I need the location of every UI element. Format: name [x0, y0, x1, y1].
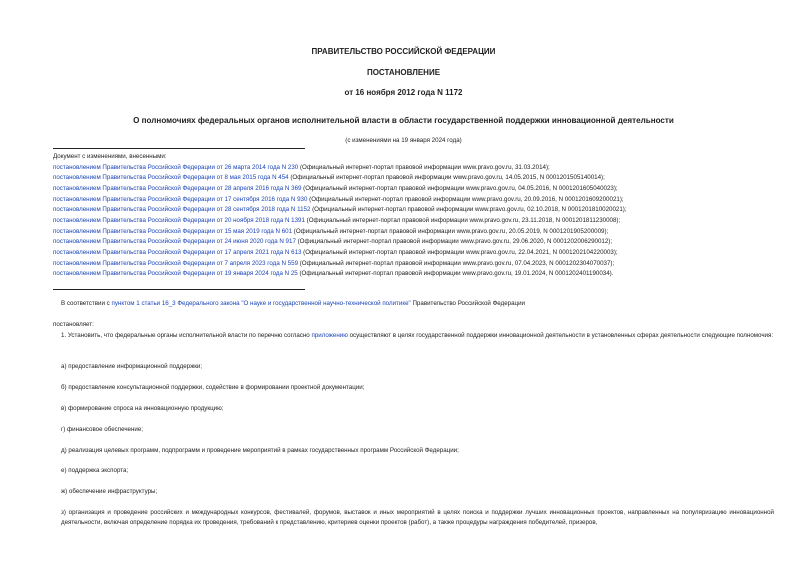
- subitem-z: з) организация и проведение российских и международных конкурсов, фестивалей, форумов, выставок и иных мероприятий в целях поиска и поддержки лучших инновационных проектов, направленных на популяризацию инновационной деятельности, включая определение порядка их проведения, требований к представлению, критериев оценки проектов (работ), а также процедуры награждения победителей, призеров,: [61, 509, 774, 526]
- amendment-source: (Официальный интернет-портал правовой информации www.pravo.gov.ru, 22.04.2021, N 0001202104220003);: [301, 248, 618, 256]
- amendment-source: (Официальный интернет-портал правовой информации www.pravo.gov.ru, 20.09.2016, N 0001201609200021);: [307, 195, 624, 203]
- amendment-link[interactable]: постановлением Правительства Российской Федерации от 8 мая 2015 года N 454: [53, 174, 289, 182]
- document-title: О полномочиях федеральных органов исполнительной власти в области государственной поддержки инновационной деятельности: [133, 116, 674, 125]
- amendment-source: (Официальный интернет-портал правовой информации www.pravo.gov.ru, 20.05.2019, N 0001201905200009);: [292, 227, 609, 235]
- amendment-link[interactable]: постановлением Правительства Российской Федерации от 24 июня 2020 года N 917: [53, 238, 296, 246]
- subitem-v: в) формирование спроса на инновационную продукцию;: [61, 405, 224, 412]
- amendment-item: [53, 163, 773, 174]
- amendment-link[interactable]: постановлением Правительства Российской Федерации от 28 апреля 2016 года N 369: [53, 184, 302, 192]
- legal-basis-text-end: Правительство Российской Федерации: [410, 300, 525, 307]
- subitem-zh: ж) обеспечение инфраструктуры;: [61, 488, 158, 495]
- changes-note: (с изменениями на 19 января 2024 года): [345, 137, 462, 144]
- subitem-a: а) предоставление информационной поддержки;: [61, 363, 203, 370]
- amendment-link[interactable]: постановлением Правительства Российской Федерации от 28 сентября 2018 года N 1152: [53, 206, 311, 214]
- document-date-number: от 16 ноября 2012 года N 1172: [344, 88, 463, 97]
- amendment-source: (Официальный интернет-портал правовой информации www.pravo.gov.ru, 29.06.2020, N 0001202006290012);: [295, 238, 613, 246]
- paragraph-1-text-end: осуществляют в целях государственной поддержки инновационной деятельности в установленных сферах деятельности следующие полномочия:: [347, 332, 774, 339]
- legal-basis-paragraph: [53, 299, 774, 309]
- amendment-source: (Официальный интернет-портал правовой информации www.pravo.gov.ru, 31.03.2014);: [298, 163, 550, 171]
- decrees-word: постановляет:: [53, 321, 94, 328]
- amendment-source: (Официальный интернет-портал правовой информации www.pravo.gov.ru, 02.10.2018, N 0001201810020021);: [310, 206, 627, 214]
- legal-basis-text: В соответствии с: [61, 300, 112, 307]
- amendment-link[interactable]: постановлением Правительства Российской Федерации от 19 января 2024 года N 25: [53, 270, 298, 278]
- divider-top: [53, 148, 305, 149]
- law-article-link[interactable]: пунктом 1 статьи 16_3 Федерального закона "О науке и государственной научно-технической политике": [111, 300, 411, 307]
- subitem-g: г) финансовое обеспечение;: [61, 426, 144, 433]
- amendment-item: [53, 259, 773, 270]
- amendment-item: [53, 184, 773, 195]
- amendment-link[interactable]: постановлением Правительства Российской Федерации от 17 сентября 2016 года N 930: [53, 195, 308, 203]
- subitem-e: е) поддержка экспорта;: [61, 467, 129, 474]
- amendment-source: (Официальный интернет-портал правовой информации www.pravo.gov.ru, 19.01.2024, N 0001202401190034).: [297, 270, 614, 278]
- amendment-source: (Официальный интернет-портал правовой информации www.pravo.gov.ru, 07.04.2023, N 0001202304070037);: [298, 259, 615, 267]
- amendment-link[interactable]: постановлением Правительства Российской Федерации от 7 апреля 2023 года N 559: [53, 259, 299, 267]
- amendment-item: [53, 216, 773, 227]
- government-name: ПРАВИТЕЛЬСТВО РОССИЙСКОЙ ФЕДЕРАЦИИ: [311, 47, 496, 56]
- amendment-source: (Официальный интернет-портал правовой информации www.pravo.gov.ru, 04.05.2016, N 0001201605040023);: [301, 184, 618, 192]
- amendment-item: [53, 248, 773, 259]
- amendment-source: (Официальный интернет-портал правовой информации www.pravo.gov.ru, 23.11.2018, N 0001201811230008);: [304, 216, 621, 224]
- divider-bottom: [53, 289, 305, 290]
- amendment-link[interactable]: постановлением Правительства Российской Федерации от 17 апреля 2021 года N 613: [53, 248, 302, 256]
- paragraph-1: [53, 331, 774, 341]
- amendment-item: [53, 195, 773, 206]
- amendment-item: [53, 173, 773, 184]
- amendment-link[interactable]: постановлением Правительства Российской Федерации от 20 ноября 2018 года N 1391: [53, 216, 305, 224]
- amendments-block: [53, 152, 773, 280]
- amendment-item: [53, 205, 773, 216]
- amendment-item: [53, 227, 773, 238]
- amendment-link[interactable]: постановлением Правительства Российской Федерации от 26 марта 2014 года N 230: [53, 163, 299, 171]
- paragraph-1-text: 1. Установить, что федеральные органы исполнительной власти по перечню согласно: [61, 332, 312, 339]
- amendment-item: [53, 237, 773, 248]
- document-type: ПОСТАНОВЛЕНИЕ: [366, 68, 441, 77]
- subitem-b: б) предоставление консультационной поддержки, содействие в формировании проектной документации;: [61, 384, 365, 391]
- appendix-link[interactable]: приложению: [311, 332, 348, 339]
- amendment-item: [53, 269, 773, 280]
- subitem-d: д) реализация целевых программ, подпрограмм и проведение мероприятий в рамках государственных программ Российской Федерации;: [61, 447, 459, 454]
- amendments-intro: Документ с изменениями, внесенными:: [53, 153, 167, 160]
- amendment-source: (Официальный интернет-портал правовой информации www.pravo.gov.ru, 14.05.2015, N 0001201505140014);: [288, 174, 605, 182]
- amendment-link[interactable]: постановлением Правительства Российской Федерации от 15 мая 2019 года N 601: [53, 227, 293, 235]
